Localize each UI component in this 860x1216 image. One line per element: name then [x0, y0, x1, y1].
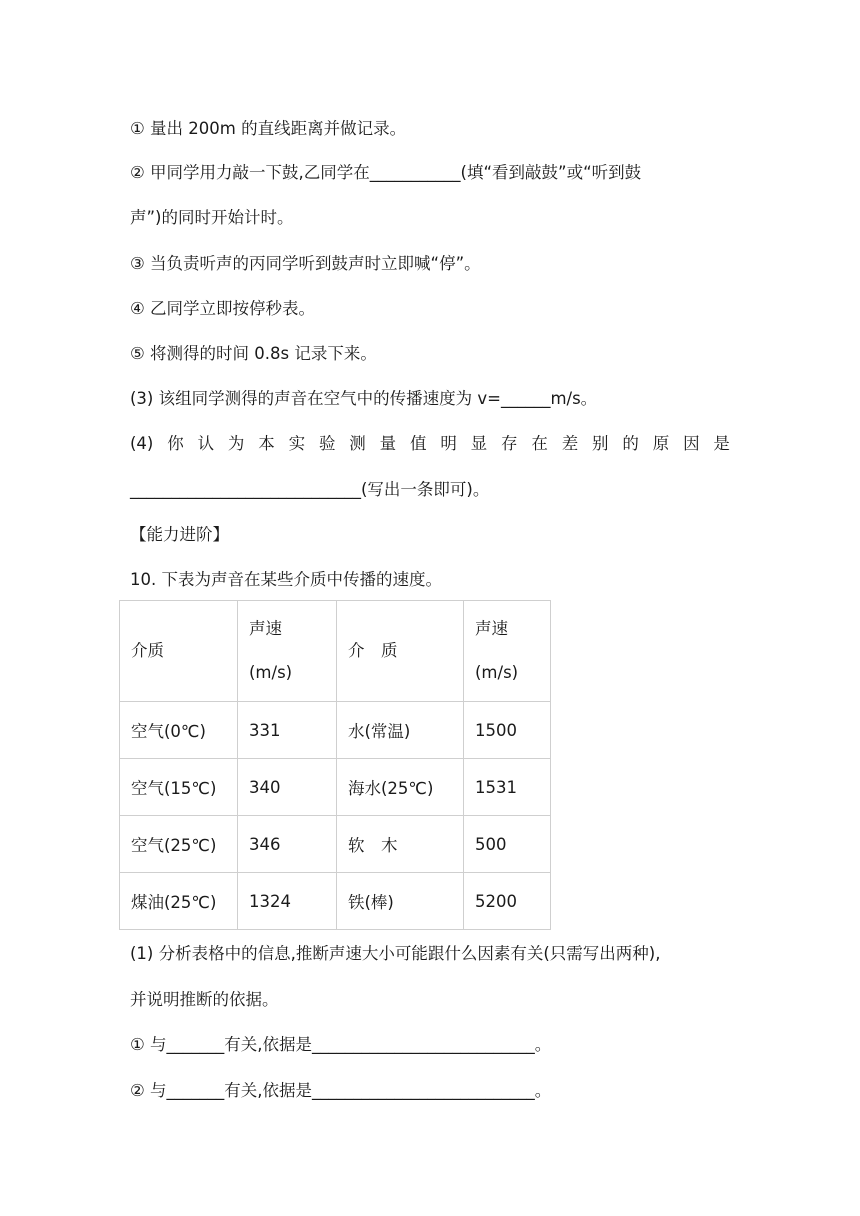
- sound-speed-table: [119, 600, 551, 930]
- line-14: ① 与_______有关,依据是___________________________。: [130, 1035, 552, 1054]
- table-cell: 空气(15℃): [120, 759, 238, 816]
- table-cell: 煤油(25℃): [120, 873, 238, 930]
- line-8-part: 明: [440, 434, 457, 453]
- line-7: (3) 该组同学测得的声音在空气中的传播速度为 v=______m/s。: [130, 389, 598, 408]
- table-cell: 空气(25℃): [120, 816, 238, 873]
- table-row: [120, 759, 551, 816]
- line-8-part: 别: [592, 434, 609, 453]
- line-8-part: 验: [318, 434, 336, 453]
- section-heading: 【能力进阶】: [130, 525, 229, 544]
- line-2: ② 甲同学用力敲一下鼓,乙同学在___________(填“看到敲鼓”或“听到鼓: [130, 163, 642, 182]
- line-8-part: 存: [501, 434, 518, 453]
- table-cell: 5200: [464, 873, 551, 930]
- line-8-part: 因: [683, 434, 700, 453]
- line-8-part: 你: [167, 434, 184, 453]
- line-8-part: 的: [622, 434, 639, 453]
- table-cell: 500: [464, 816, 551, 873]
- header-medium-2: 介 质: [337, 601, 464, 702]
- line-1: ① 量出 200m 的直线距离并做记录。: [130, 119, 407, 138]
- table-cell: 水(常温): [337, 702, 464, 759]
- line-6: ⑤ 将测得的时间 0.8s 记录下来。: [130, 344, 377, 363]
- header-speed-label: 声速: [249, 619, 282, 638]
- table-row: [120, 702, 551, 759]
- table-cell: 铁(棒): [337, 873, 464, 930]
- line-8-part: 本: [258, 434, 275, 453]
- line-8-part: 是: [713, 434, 730, 453]
- table-cell: 空气(0℃): [120, 702, 238, 759]
- line-5: ④ 乙同学立即按停秒表。: [130, 299, 316, 318]
- question-10: 10. 下表为声音在某些介质中传播的速度。: [130, 570, 442, 589]
- table-header-row: [120, 601, 551, 702]
- line-8-part: 原: [652, 434, 670, 453]
- table-cell: 1324: [238, 873, 337, 930]
- line-8-part: 认: [197, 434, 215, 453]
- line-4: ③ 当负责听声的丙同学听到鼓声时立即喊“停”。: [130, 254, 481, 273]
- header-speed-2: [464, 601, 551, 702]
- line-8-part: 为: [227, 434, 245, 453]
- line-15: ② 与_______有关,依据是___________________________。: [130, 1081, 552, 1100]
- line-8-part: 值: [409, 434, 427, 453]
- header-speed-unit: (m/s): [249, 663, 293, 682]
- line-8-part: 测: [349, 434, 366, 453]
- table-cell: 340: [238, 759, 337, 816]
- header-speed-unit-2: (m/s): [475, 663, 519, 682]
- table-cell: 1531: [464, 759, 551, 816]
- header-speed: [238, 601, 337, 702]
- line-8: [130, 433, 730, 455]
- line-8-part: 实: [288, 434, 306, 453]
- line-3: 声”)的同时开始计时。: [130, 208, 294, 227]
- header-speed-label-2: 声速: [475, 619, 508, 638]
- line-8-part: 量: [379, 434, 397, 453]
- table-row: [120, 816, 551, 873]
- line-9: ____________________________(写出一条即可)。: [130, 480, 490, 499]
- table-cell: 1500: [464, 702, 551, 759]
- line-8-part: (4): [130, 434, 154, 453]
- table-cell: 海水(25℃): [337, 759, 464, 816]
- table-cell: 软 木: [337, 816, 464, 873]
- table-row: [120, 873, 551, 930]
- line-8-part: 显: [470, 434, 488, 453]
- table-cell: 331: [238, 702, 337, 759]
- line-8-part: 在: [531, 434, 548, 453]
- line-13: 并说明推断的依据。: [130, 990, 279, 1009]
- line-12: (1) 分析表格中的信息,推断声速大小可能跟什么因素有关(只需写出两种),: [130, 944, 661, 963]
- line-8-part: 差: [561, 434, 579, 453]
- header-medium: 介质: [120, 601, 238, 702]
- table-cell: 346: [238, 816, 337, 873]
